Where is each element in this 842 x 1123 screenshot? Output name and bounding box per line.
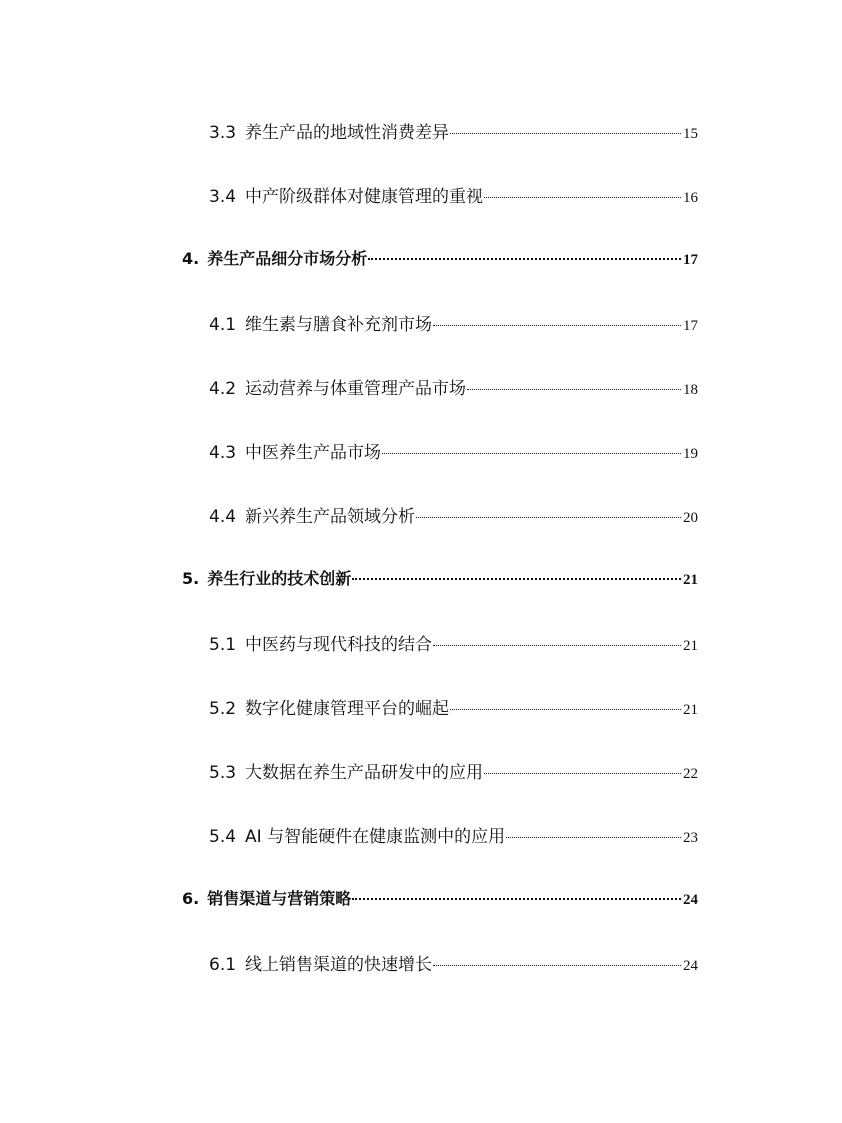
toc-entry-number: 5.2: [209, 699, 237, 719]
toc-entry-page: 17: [683, 252, 698, 268]
dot-leader: [506, 837, 681, 838]
dot-leader: [450, 709, 681, 710]
toc-entry-number: 6.: [182, 889, 200, 908]
toc-entry-page: 24: [683, 892, 698, 908]
toc-entry-4-2[interactable]: [209, 374, 698, 400]
toc-entry-number: 5.3: [209, 763, 237, 783]
toc-entry-page: 15: [683, 126, 698, 142]
toc-entry-page: 21: [683, 702, 698, 718]
toc-entry-title: 运动营养与体重管理产品市场: [245, 379, 467, 399]
toc-entry-4-3[interactable]: [209, 438, 698, 464]
toc-entry-5-4[interactable]: [209, 822, 698, 848]
dot-leader: [352, 578, 681, 580]
dot-leader: [450, 133, 681, 134]
toc-entry-page: 22: [683, 766, 698, 782]
toc-entry-6-1[interactable]: [209, 950, 698, 976]
dot-leader: [433, 645, 681, 646]
toc-entry-page: 17: [683, 318, 698, 334]
toc-entry-title: 中医药与现代科技的结合: [245, 635, 433, 655]
toc-entry-number: 4.2: [209, 379, 237, 399]
toc-entry-number: 3.3: [209, 123, 237, 143]
toc-entry-3-4[interactable]: [209, 182, 698, 208]
toc-entry-page: 16: [683, 190, 698, 206]
toc-entry-number: 4.4: [209, 507, 237, 527]
toc-entry-page: 21: [683, 638, 698, 654]
toc-entry-title: 中产阶级群体对健康管理的重视: [245, 187, 484, 207]
dot-leader: [433, 965, 681, 966]
toc-entry-page: 23: [683, 830, 698, 846]
toc-entry-title: 数字化健康管理平台的崛起: [245, 699, 450, 719]
dot-leader: [368, 258, 681, 260]
toc-entry-title: 养生行业的技术创新: [207, 569, 352, 588]
toc-entry-page: 20: [683, 510, 698, 526]
toc-entry-5[interactable]: [182, 566, 698, 592]
toc-entry-page: 21: [683, 572, 698, 588]
dot-leader: [352, 898, 681, 900]
dot-leader: [484, 197, 681, 198]
toc-entry-4-1[interactable]: [209, 310, 698, 336]
toc-entry-title: 养生产品的地域性消费差异: [245, 123, 450, 143]
toc-entry-title: 维生素与膳食补充剂市场: [245, 315, 433, 335]
toc-entry-title: 销售渠道与营销策略: [207, 889, 352, 908]
toc-entry-page: 18: [683, 382, 698, 398]
dot-leader: [484, 773, 681, 774]
toc-entry-5-2[interactable]: [209, 694, 698, 720]
toc-entry-title: 新兴养生产品领域分析: [245, 507, 416, 527]
dot-leader: [467, 389, 681, 390]
toc-entry-number: 5.4: [209, 827, 237, 847]
toc-entry-title: 中医养生产品市场: [245, 443, 382, 463]
toc-entry-3-3[interactable]: [209, 118, 698, 144]
toc-entry-4[interactable]: [182, 246, 698, 272]
toc-entry-title: AI 与智能硬件在健康监测中的应用: [245, 827, 506, 847]
dot-leader: [433, 325, 681, 326]
toc-entry-title: 线上销售渠道的快速增长: [245, 955, 433, 975]
toc-entry-4-4[interactable]: [209, 502, 698, 528]
toc-entry-title: 养生产品细分市场分析: [207, 249, 368, 268]
toc-entry-page: 24: [683, 958, 698, 974]
dot-leader: [382, 453, 681, 454]
toc-entry-number: 6.1: [209, 955, 237, 975]
toc-entry-number: 5.1: [209, 635, 237, 655]
toc-entry-5-3[interactable]: [209, 758, 698, 784]
toc-entry-title: 大数据在养生产品研发中的应用: [245, 763, 484, 783]
toc-entry-number: 4.1: [209, 315, 237, 335]
toc-entry-5-1[interactable]: [209, 630, 698, 656]
toc-entry-6[interactable]: [182, 886, 698, 912]
toc-entry-number: 3.4: [209, 187, 237, 207]
toc-entry-page: 19: [683, 446, 698, 462]
dot-leader: [416, 517, 681, 518]
toc-entry-number: 4.: [182, 249, 200, 268]
toc-entry-number: 4.3: [209, 443, 237, 463]
toc-entry-number: 5.: [182, 569, 200, 588]
